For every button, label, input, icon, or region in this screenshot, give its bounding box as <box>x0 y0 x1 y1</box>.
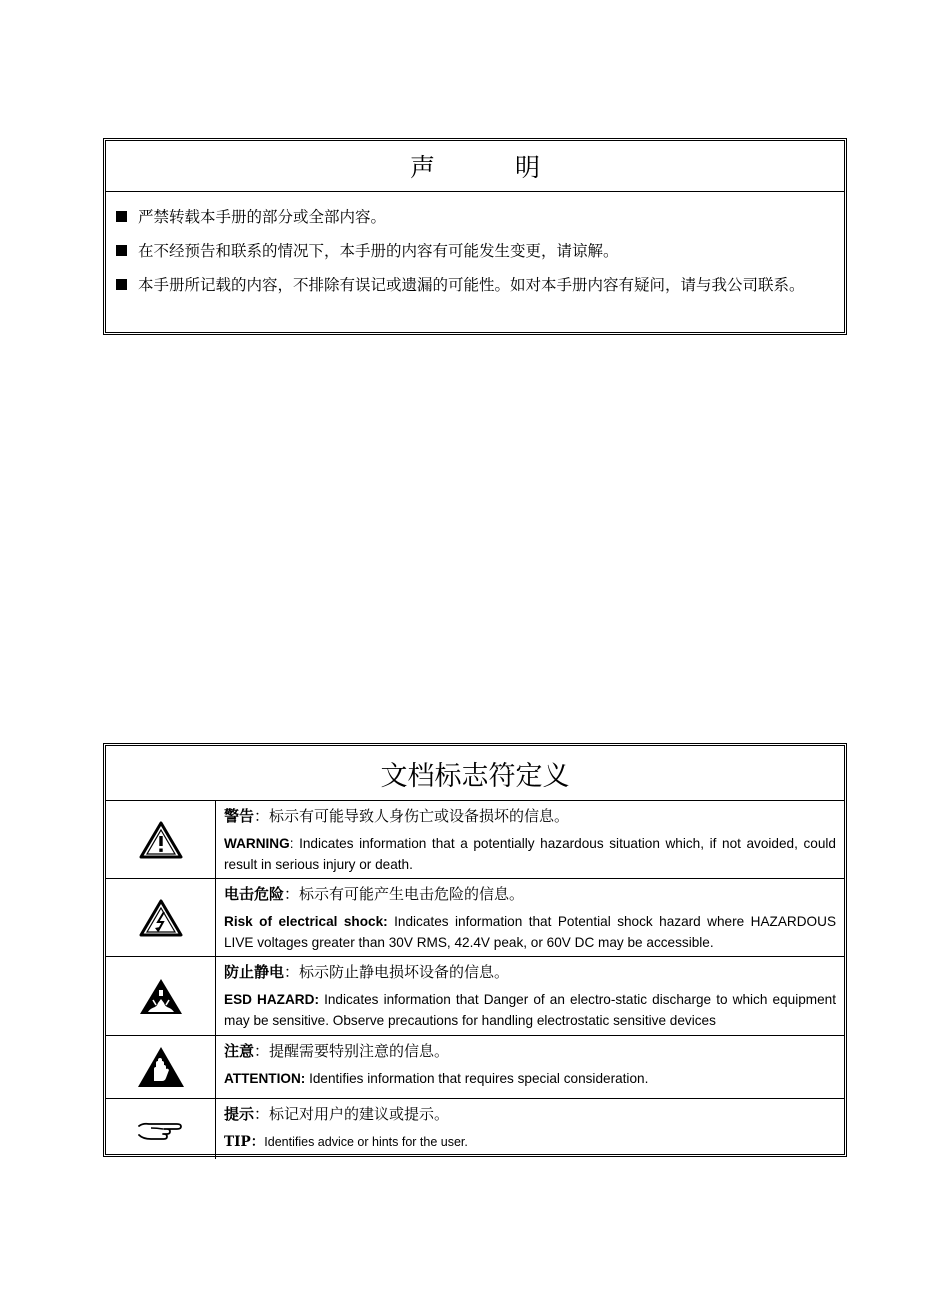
square-bullet-icon <box>116 245 127 256</box>
table-row: 警告：标示有可能导致人身伤亡或设备损坏的信息。 WARNING: Indicates information that a potentially hazardous situation which, if not avoided, could result in serious injury or death. <box>106 801 844 879</box>
table-row: 提示：标记对用户的建议或提示。 TIP：Identifies advice or hints for the user. <box>106 1099 844 1159</box>
declaration-list <box>106 192 844 302</box>
warning-triangle-icon <box>139 821 183 859</box>
list-item: 在不经预告和联系的情况下，本手册的内容有可能发生变更，请谅解。 <box>116 234 836 268</box>
electrical-shock-icon <box>139 899 183 937</box>
table-row: 注意：提醒需要特别注意的信息。 ATTENTION: Identifies information that requires special consideration. <box>106 1036 844 1099</box>
symbol-definition-table <box>103 743 847 1157</box>
pointing-hand-icon <box>137 1117 185 1141</box>
table-row: 电击危险：标示有可能产生电击危险的信息。 Risk of electrical shock: Indicates information that Potential shock hazard where HAZARDOUS LIVE voltages greater than 30V RMS, 42.4V peak, or 60V DC may be accessible. <box>106 879 844 957</box>
square-bullet-icon <box>116 211 127 222</box>
esd-hazard-icon <box>138 976 184 1016</box>
symbol-table-title: 文档标志符定义 <box>106 746 844 801</box>
declaration-title: 声 明 <box>106 141 844 192</box>
table-row: 防止静电：标示防止静电损坏设备的信息。 ESD HAZARD: Indicates information that Danger of an electro-static discharge to which equipment may be sensitive. Observe precautions for handling electrostatic sensitive devices <box>106 957 844 1036</box>
attention-hand-icon <box>136 1045 186 1089</box>
list-item: 本手册所记载的内容，不排除有误记或遗漏的可能性。如对本手册内容有疑问，请与我公司联系。 <box>116 268 836 302</box>
list-item: 严禁转载本手册的部分或全部内容。 <box>116 200 836 234</box>
square-bullet-icon <box>116 279 127 290</box>
declaration-box <box>103 138 847 335</box>
